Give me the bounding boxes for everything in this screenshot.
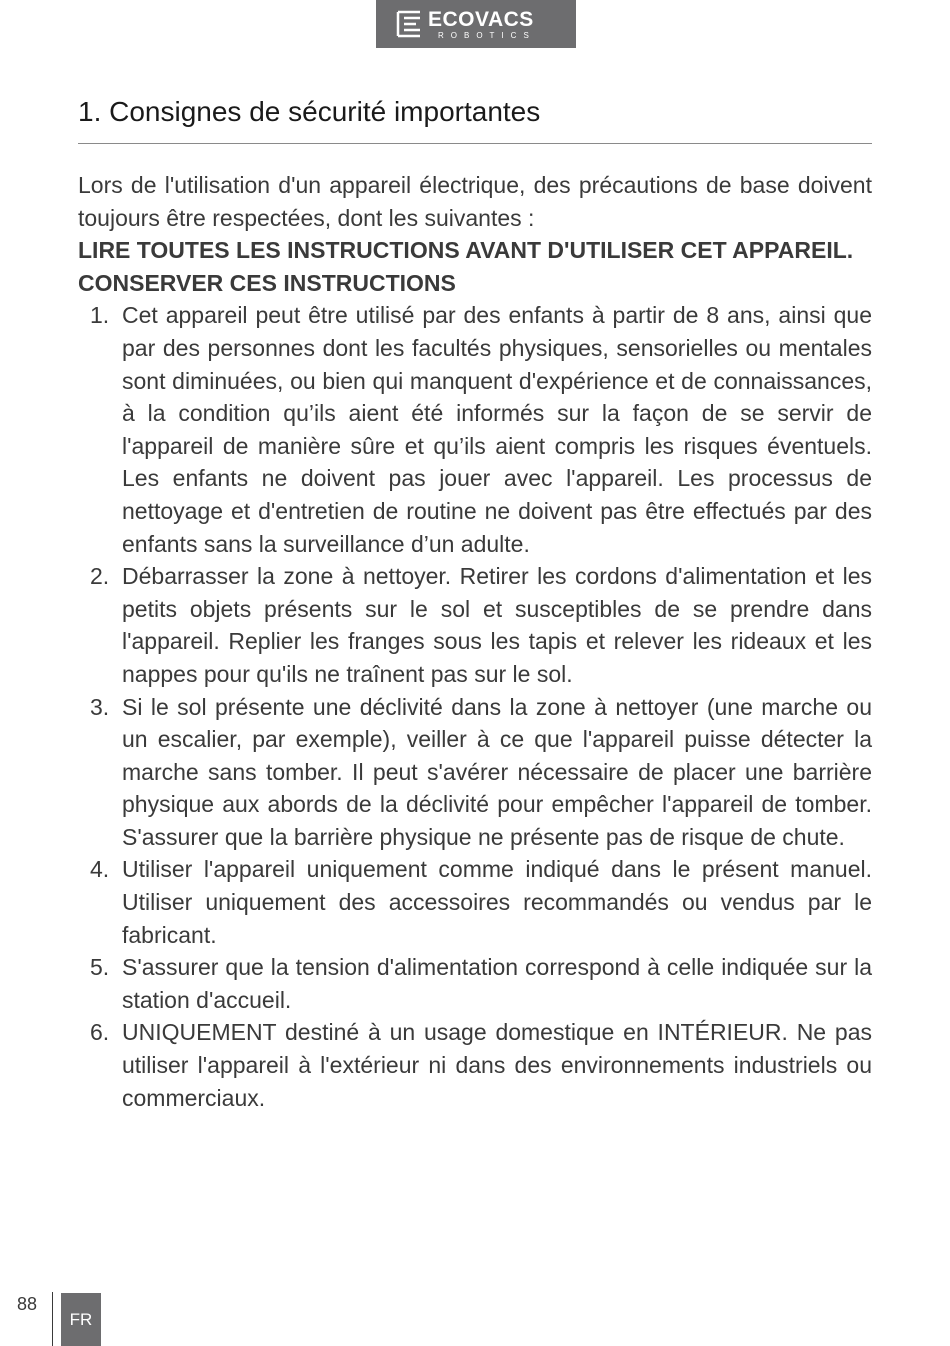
list-item-number: 5. [90, 954, 110, 981]
section-title: 1. Consignes de sécurité importantes [78, 96, 541, 127]
footer-divider [52, 1292, 53, 1346]
list-item [78, 1016, 872, 1114]
list-item-number: 6. [90, 1019, 110, 1046]
ecovacs-mark-icon [394, 9, 424, 39]
list-item-text: Débarrasser la zone à nettoyer. Retirer les cordons d'alimentation et les petits objets présents sur le sol et susceptibles de se prendre dans l'appareil. Replier les franges sous les tapis et relever les rideaux et les nappes pour qu'ils ne traînent pas sur le sol. [122, 563, 872, 687]
ecovacs-logo [376, 0, 576, 48]
list-item-number: 2. [90, 563, 110, 590]
list-item-number: 4. [90, 856, 110, 883]
safety-content [78, 169, 872, 1114]
list-item-text: Cet appareil peut être utilisé par des enfants à partir de 8 ans, ainsi que par des personnes dont les facultés physiques, sensorielles ou mentales sont diminuées, ou bien qui manquent d'expérience et de connaissances, à la condition qu’ils aient été informés sur la façon de se servir de l'appareil de manière sûre et qu’ils aient compris les risques éventuels. Les enfants ne doivent pas jouer avec l'appareil. Les processus de nettoyage et d'entretien de routine ne doivent pas être effectués par des enfants sans la surveillance d’un adulte. [122, 302, 872, 557]
list-item [78, 299, 872, 560]
safety-list [78, 299, 872, 1114]
page-number: 88 [17, 1294, 38, 1314]
list-item-text: Utiliser l'appareil uniquement comme indiqué dans le présent manuel. Utiliser uniquement des accessoires recommandés ou vendus par le fabricant. [122, 856, 872, 948]
list-item-text: S'assurer que la tension d'alimentation correspond à celle indiquée sur la station d'accueil. [122, 954, 872, 1013]
list-item-number: 3. [90, 693, 110, 720]
logo-brand-text: ECOVACS [428, 8, 534, 31]
warning-keep-instructions: CONSERVER CES INSTRUCTIONS [78, 269, 456, 296]
intro-paragraph: Lors de l'utilisation d'un appareil électrique, des précautions de base doivent toujours être respectées, dont les suivantes : [78, 172, 872, 231]
list-item [78, 853, 872, 951]
list-item-number: 1. [90, 302, 110, 329]
list-item-text: Si le sol présente une déclivité dans la zone à nettoyer (une marche ou un escalier, par exemple), veiller à ce que l'appareil puisse détecter la marche sans tomber. Il peut s'avérer nécessaire de placer une barrière physique aux abords de la déclivité pour empêcher l'appareil de tomber. S'assurer que la barrière physique ne présente pas de risque de chute. [122, 693, 872, 850]
list-item [78, 560, 872, 690]
list-item [78, 691, 872, 854]
list-item [78, 951, 872, 1016]
list-item-text: UNIQUEMENT destiné à un usage domestique en INTÉRIEUR. Ne pas utiliser l'appareil à l'extérieur ni dans des environnements industriels ou commerciaux. [122, 1019, 872, 1111]
logo-sub-text: ROBOTICS [438, 31, 536, 40]
title-divider [78, 143, 872, 144]
language-tab: FR [61, 1293, 101, 1346]
warning-read-instructions: LIRE TOUTES LES INSTRUCTIONS AVANT D'UTILISER CET APPAREIL. [78, 237, 854, 264]
